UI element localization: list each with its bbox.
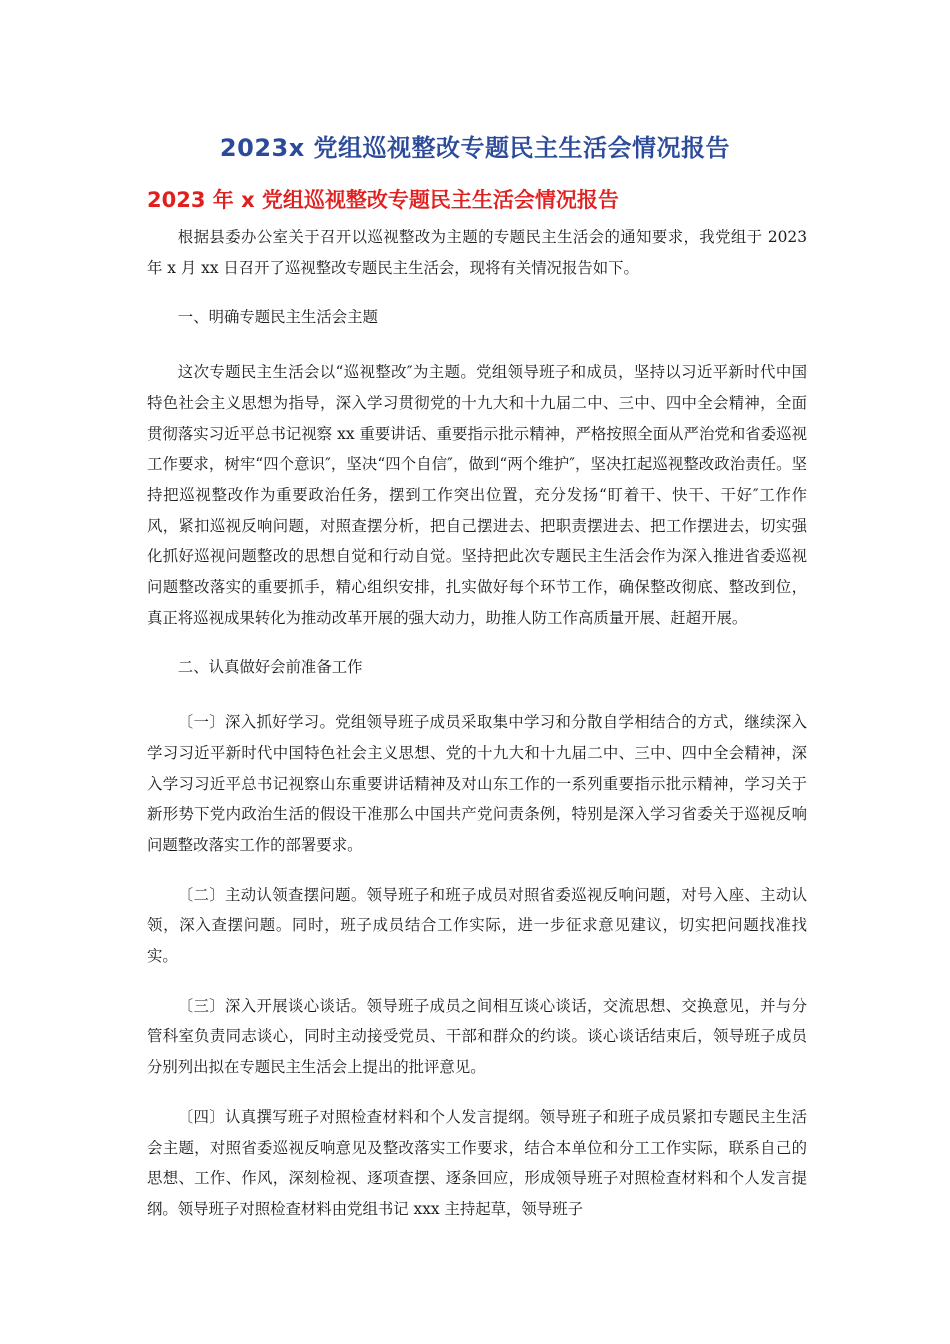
item-2-paragraph: 〔二〕主动认领查摆问题。领导班子和班子成员对照省委巡视反响问题，对号入座、主动认领，深入查摆问题。同时，班子成员结合工作实际，进一步征求意见建议，切实把问题找准找实。 [147, 885, 807, 966]
item-3-paragraph: 〔三〕深入开展谈心谈话。领导班子成员之间相互谈心谈话，交流思想、交换意见，并与分管科室负责同志谈心，同时主动接受党员、干部和群众的约谈。谈心谈话结束后，领导班子成员分别列出拟在专题民主生活会上提出的批评意见。 [147, 996, 807, 1077]
section-heading-2: 二、认真做好会前准备工作 [177, 658, 363, 677]
document-subtitle: 2023 年 x 党组巡视整改专题民主生活会情况报告 [147, 188, 619, 212]
section-1-paragraph: 这次专题民主生活会以“巡视整改″为主题。党组领导班子和成员，坚持以习近平新时代中国特色社会主义思想为指导，深入学习贯彻党的十九大和十九届二中、三中、四中全会精神，全面贯彻落实习近平总书记视察 xx 重要讲话、重要指示批示精神，严格按照全面从严治党和省委巡视工作要求，树牢“四个意识″，坚决“四个自信″，做到“两个维护″，坚决扛起巡视整改政治责任。坚持把巡视整改作为重要政治任务，摆到工作突出位置，充分发扬“盯着干、快干、干好″工作作风，紧扣巡视反响问题，对照查摆分析，把自己摆进去、把职责摆进去、把工作摆进去，切实强化抓好巡视问题整改的思想自觉和行动自觉。坚持把此次专题民主生活会作为深入推进省委巡视问题整改落实的重要抓手，精心组织安排，扎实做好每个环节工作，确保整改彻底、整改到位，真正将巡视成果转化为推动改革开展的强大动力，助推人防工作高质量开展、赶超开展。 [147, 363, 807, 627]
document-body [147, 222, 807, 1225]
document-title: 2023x 党组巡视整改专题民主生活会情况报告 [219, 134, 731, 162]
item-4-paragraph: 〔四〕认真撰写班子对照检查材料和个人发言提纲。领导班子和班子成员紧扣专题民主生活会主题，对照省委巡视反响意见及整改落实工作要求，结合本单位和分工工作实际，联系自己的思想、工作、作风，深刻检视、逐项查摆、逐条回应，形成领导班子对照检查材料和个人发言提纲。领导班子对照检查材料由党组书记 xxx 主持起草，领导班子 [147, 1107, 807, 1218]
section-heading-1: 一、明确专题民主生活会主题 [177, 308, 378, 327]
intro-paragraph: 根据县委办公室关于召开以巡视整改为主题的专题民主生活会的通知要求，我党组于 2023 年 x 月 xx 日召开了巡视整改专题民主生活会，现将有关情况报告如下。 [147, 228, 807, 277]
item-1-paragraph: 〔一〕深入抓好学习。党组领导班子成员采取集中学习和分散自学相结合的方式，继续深入学习习近平新时代中国特色社会主义思想、党的十九大和十九届二中、三中、四中全会精神，深入学习习近平总书记视察山东重要讲话精神及对山东工作的一系列重要指示批示精神，学习关于新形势下党内政治生活的假设干准那么中国共产党问责条例，特别是深入学习省委关于巡视反响问题整改落实工作的部署要求。 [147, 713, 807, 854]
